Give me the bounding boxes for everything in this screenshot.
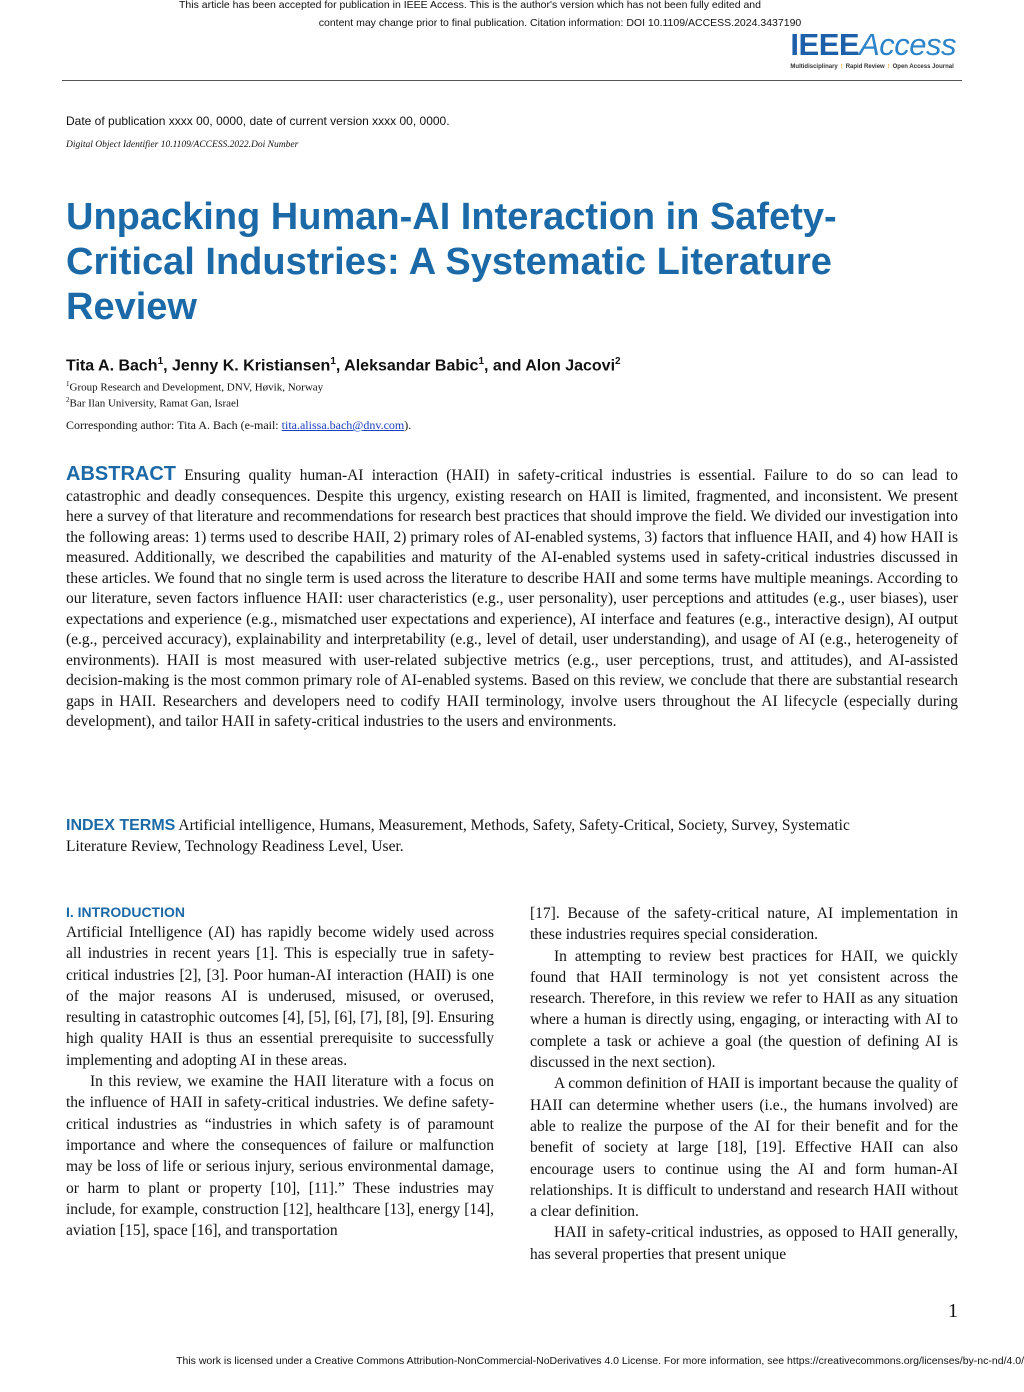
abstract-text: Ensuring quality human-AI interaction (HAII) in safety-critical industries is essential. Failure to do so can lead to catastrophic and deadly consequences. Despite this urgency, existing research on HAII is limited, fragmented, and inconsistent. We present here a survey of that literature and recommendations for research best practices that should improve the field. We divided our investigation into the following areas: 1) terms used to describe HAII, 2) primary roles of AI-enabled systems, 3) factors that influence HAII, and 4) how HAII is measured. Additionally, we described the capabilities and maturity of the AI-enabled systems used in safety-critical industries discussed in these articles. We found that no single term is used across the literature to describe HAII and some terms have multiple meanings. According to our literature, seven factors influence HAII: user characteristics (e.g., user personality), user perceptions and attitudes (e.g., user biases), user expectations and experience (e.g., mismatched user expectations and experience), AI interface and features (e.g., interactive design), AI output (e.g., perceived accuracy), explainability and interpretability (e.g., level of detail, user understanding), and usage of AI (e.g., heterogeneity of environments). HAII is most measured with user-related subjective metrics (e.g., user perceptions, trust, and attitudes), and AI-assisted decision-making is the most common primary role of AI-enabled systems. Based on this review, we conclude that there are substantial research gaps in HAII. Researchers and developers need to codify HAII terminology, involve users throughout the AI lifecycle (especially during development), and tailor HAII in safety-critical industries to the users and environments. [66, 467, 958, 730]
logo-access-text: Access [859, 27, 956, 62]
doi-line: Digital Object Identifier 10.1109/ACCESS.2022.Doi Number [66, 140, 299, 150]
publication-date: Date of publication xxxx 00, 0000, date of current version xxxx 00, 0000. [66, 114, 450, 128]
logo-tagline [790, 63, 956, 70]
corresponding-author [66, 418, 411, 433]
header-divider [62, 80, 962, 81]
accepted-notice-line-2: content may change prior to final publication. Citation information: DOI 10.1109/ACCESS.2024.3437190 [318, 17, 802, 29]
logo-separator: ⁝ [840, 64, 843, 70]
author-affil-sup: 2 [615, 356, 621, 367]
author-separator: , and [484, 357, 526, 375]
section-heading-introduction: I. INTRODUCTION [66, 904, 185, 920]
left-column [66, 902, 494, 1241]
index-terms [66, 816, 866, 857]
logo-tagline-1: Multidisciplinary [790, 64, 838, 70]
index-terms-label: INDEX TERMS [66, 817, 176, 834]
author-separator: , [163, 357, 173, 375]
corresponding-suffix: ). [404, 418, 412, 432]
author-email-link[interactable]: tita.alissa.bach@dnv.com [281, 418, 405, 432]
intro-paragraph: In attempting to review best practices for HAII, we quickly found that HAII terminology is not yet consistent across the research. Therefore, in this review we refer to HAII as any situation where a human is directly using, engaging, or interacting with AI to complete a task or achieve a goal (the question of defining AI is discussed in the next section). [530, 947, 958, 1072]
intro-paragraph: [17]. Because of the safety-critical nature, AI implementation in these industries requires special consideration. [530, 905, 958, 944]
accepted-notice-line-1: This article has been accepted for publication in IEEE Access. This is the author's version which has not been fully edited and [179, 0, 761, 11]
license-text: This work is licensed under a Creative Commons Attribution-NonCommercial-NoDerivatives 4.0 License. For more information, see https://creativecommons.org/licenses/by-nc-nd/4.0/ [176, 1355, 1024, 1367]
affiliation-sup: 1 [66, 380, 70, 388]
author-affil-sup: 1 [478, 356, 485, 367]
ieee-access-logo [790, 28, 956, 70]
logo-ieee-text: IEEE [790, 27, 860, 62]
author-name: Jenny K. Kristiansen [172, 357, 331, 375]
affiliation-sup: 2 [66, 396, 70, 404]
intro-paragraph: Artificial Intelligence (AI) has rapidly become widely used across all industries in recent years [1]. This is especially true in safety-critical industries [2], [3]. Poor human-AI interaction (HAII) is one of the major reasons AI is underused, misused, or overused, resulting in catastrophic outcomes [4], [5], [6], [7], [8], [9]. Ensuring high quality HAII is thus an essential prerequisite to successfully implementing and adopting AI in these areas. [66, 924, 494, 1069]
intro-paragraph: A common definition of HAII is important because the quality of HAII can determine whether users (i.e., the humans involved) are able to realize the purpose of the AI for their benefit and for the benefit of society at large [18], [19]. Effective HAII can also encourage users to continue using the AI and form human-AI relationships. It is difficult to understand and research HAII without a clear definition. [530, 1075, 958, 1221]
abstract [66, 464, 958, 733]
author-name: Tita A. Bach [66, 357, 158, 375]
author-affil-sup: 1 [157, 356, 164, 367]
author-list [66, 356, 621, 375]
intro-paragraph: In this review, we examine the HAII literature with a focus on the influence of HAII in safety-critical industries. We define safety-critical industries as “industries in which safety is of paramount importance and where the consequences of failure or malfunction may be loss of life or serious injury, serious environmental damage, or harm to plant or property [10], [11].” These industries may include, for example, construction [12], healthcare [13], energy [14], aviation [15], space [16], and transportation [66, 1073, 494, 1240]
author-name: Aleksandar Babic [344, 357, 479, 375]
intro-paragraph: HAII in safety-critical industries, as opposed to HAII generally, has several properties that present unique [530, 1224, 958, 1263]
author-affil-sup: 1 [330, 356, 336, 367]
logo-separator: ⁝ [887, 64, 890, 70]
right-column [530, 903, 958, 1265]
license-footer [0, 1355, 1024, 1367]
affiliation-2 [66, 393, 239, 412]
affiliation-text: Bar Ilan University, Ramat Gan, Israel [69, 397, 239, 410]
corresponding-prefix: Corresponding author: Tita A. Bach (e-mail: [66, 418, 282, 432]
paper-title: Unpacking Human-AI Interaction in Safety-Critical Industries: A Systematic Literature Review [66, 196, 837, 328]
author-name: Alon Jacovi [525, 357, 616, 375]
index-terms-text: Artificial intelligence, Humans, Measurement, Methods, Safety, Safety-Critical, Society, Survey, Systematic Literature Review, Technology Readiness Level, User. [66, 817, 850, 855]
affiliation-text: Group Research and Development, DNV, Høvik, Norway [69, 381, 324, 394]
author-separator: , [335, 357, 345, 375]
page-number: 1 [948, 1300, 958, 1322]
abstract-label: ABSTRACT [66, 463, 176, 485]
logo-tagline-2: Rapid Review [845, 64, 885, 70]
logo-tagline-3: Open Access Journal [892, 64, 954, 70]
